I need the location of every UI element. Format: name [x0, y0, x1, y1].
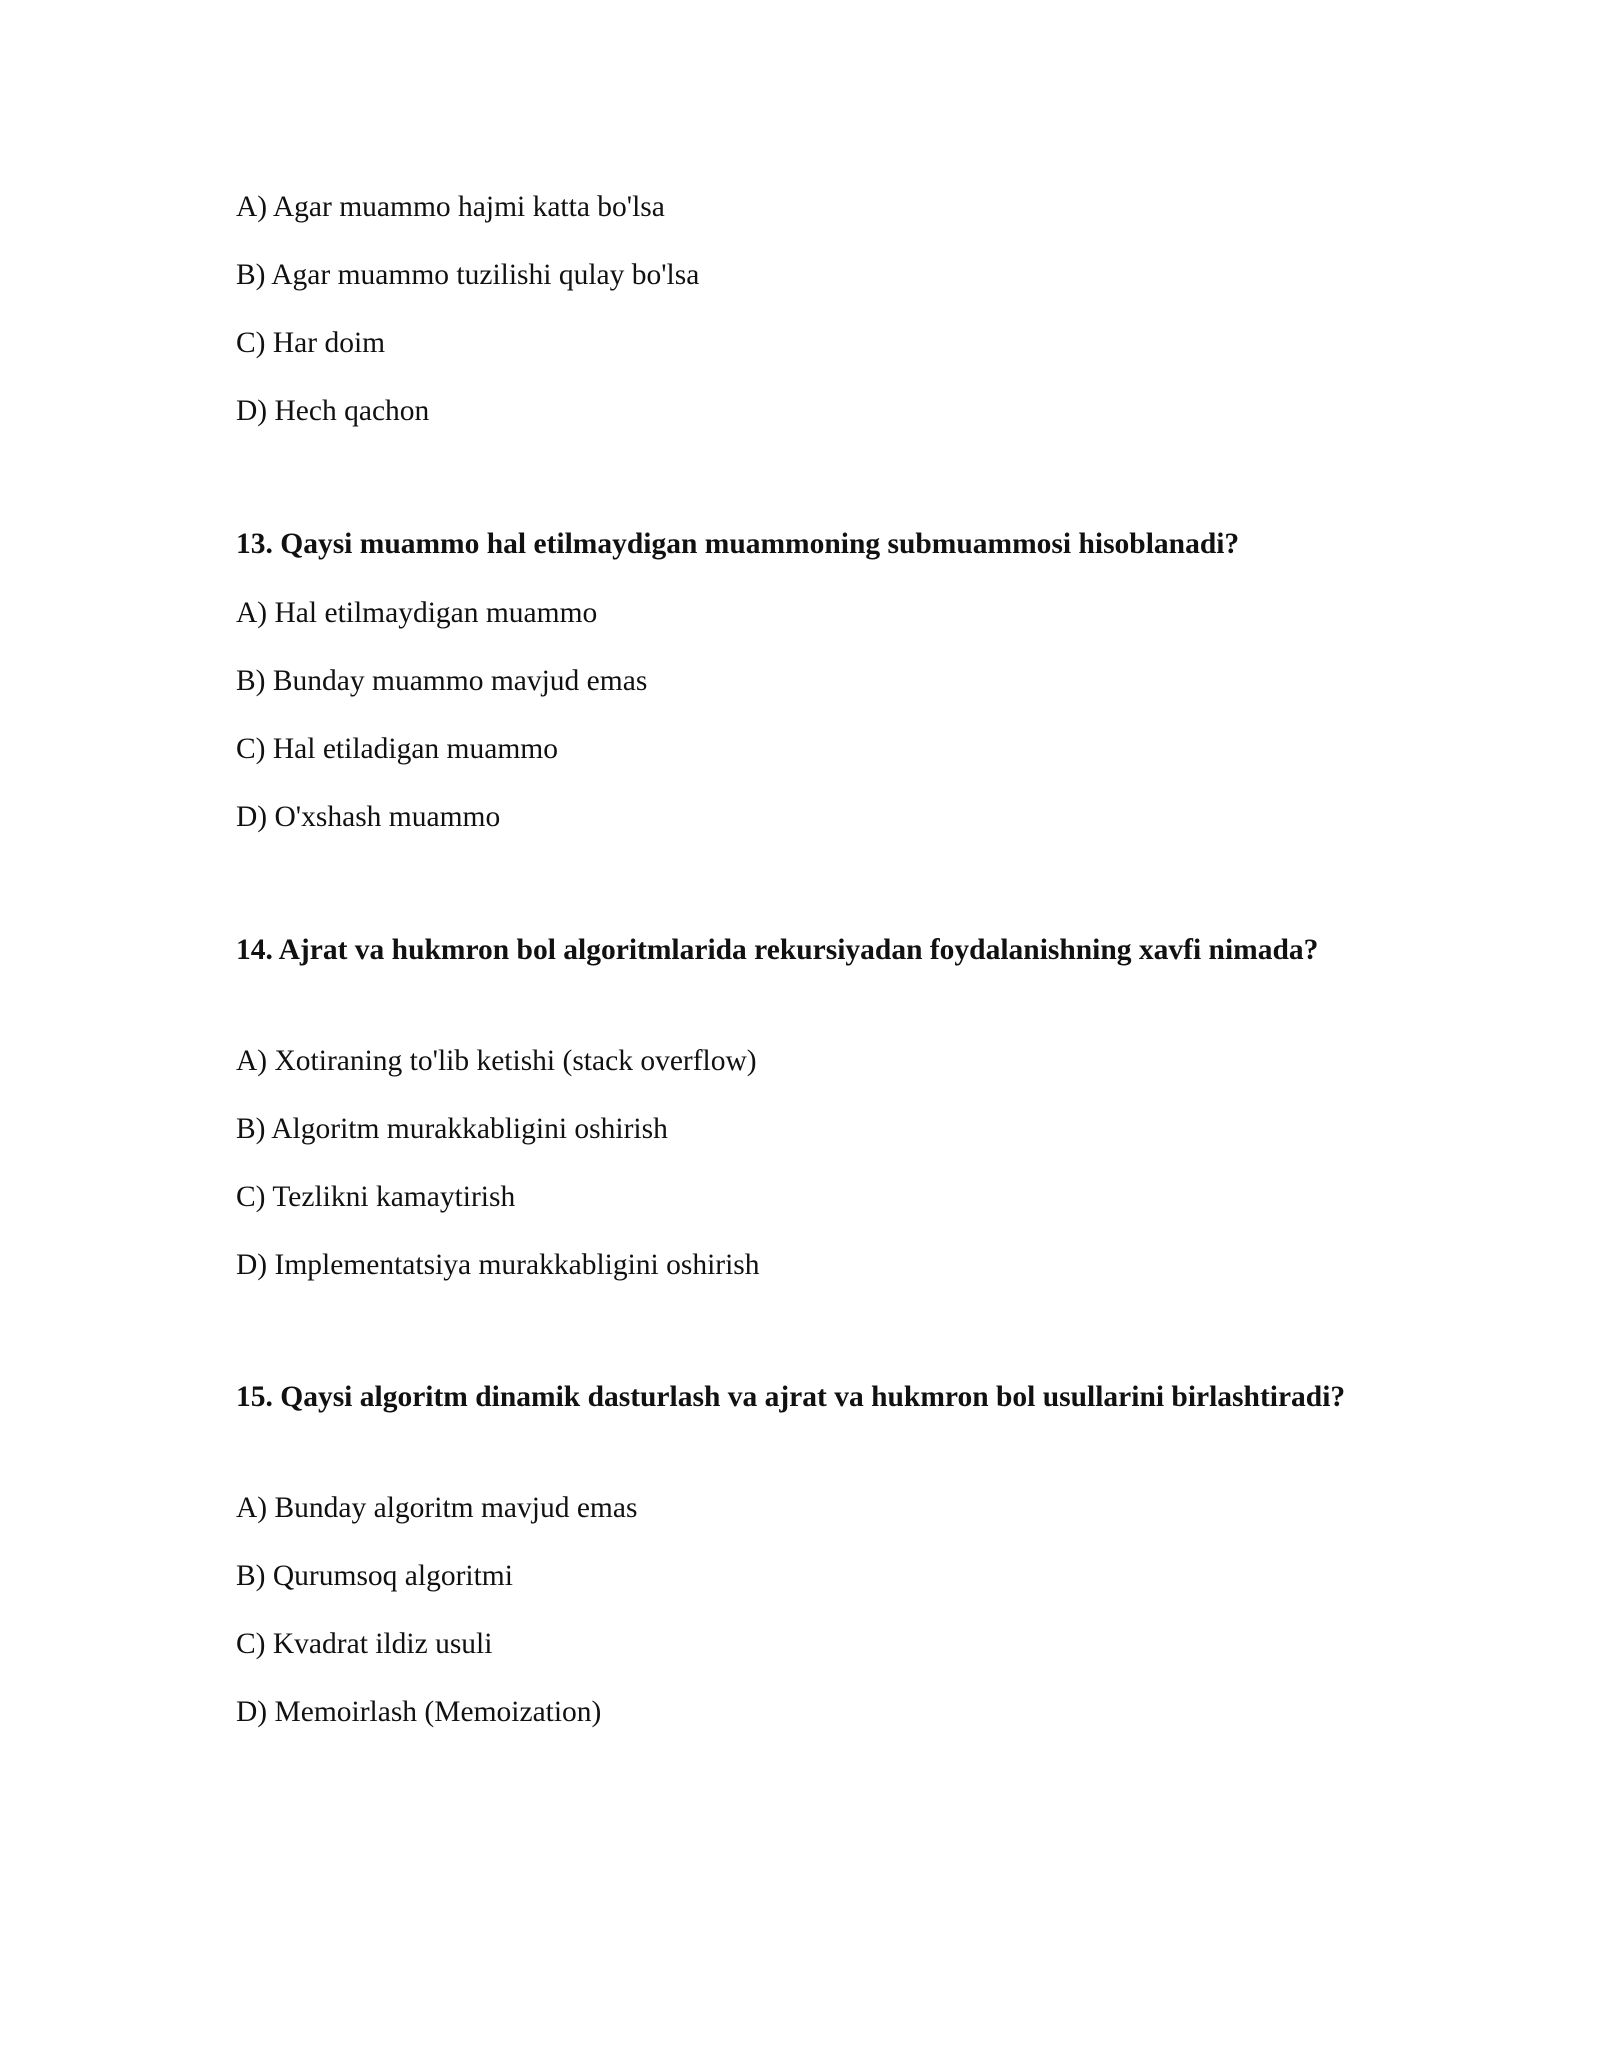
option-c: C) Har doim: [236, 327, 386, 359]
question-15-option-a: A) Bunday algoritm mavjud emas: [236, 1492, 638, 1524]
option-d: D) Hech qachon: [236, 395, 430, 427]
question-14-option-c: C) Tezlikni kamaytirish: [236, 1181, 516, 1213]
question-14-option-b: B) Algoritm murakkabligini oshirish: [236, 1113, 668, 1145]
question-15-option-b: B) Qurumsoq algoritmi: [236, 1560, 513, 1592]
question-15-option-d: D) Memoirlash (Memoization): [236, 1696, 602, 1728]
question-13: 13. Qaysi muammo hal etilmaydigan muammoning submuammosi hisoblanadi?: [236, 528, 1240, 560]
question-15: 15. Qaysi algoritm dinamik dasturlash va ajrat va hukmron bol usullarini birlashtiradi?: [236, 1381, 1346, 1413]
question-13-option-c: C) Hal etiladigan muammo: [236, 733, 558, 765]
question-15-option-c: C) Kvadrat ildiz usuli: [236, 1628, 493, 1660]
question-13-option-a: A) Hal etilmaydigan muammo: [236, 597, 598, 629]
question-13-option-d: D) O'xshash muammo: [236, 801, 501, 833]
question-13-option-b: B) Bunday muammo mavjud emas: [236, 665, 648, 697]
option-b: B) Agar muammo tuzilishi qulay bo'lsa: [236, 259, 700, 291]
question-14: 14. Ajrat va hukmron bol algoritmlarida rekursiyadan foydalanishning xavfi nimada?: [236, 934, 1319, 966]
option-a: A) Agar muammo hajmi katta bo'lsa: [236, 191, 665, 223]
question-14-option-a: A) Xotiraning to'lib ketishi (stack overflow): [236, 1045, 757, 1077]
question-14-option-d: D) Implementatsiya murakkabligini oshirish: [236, 1249, 760, 1281]
